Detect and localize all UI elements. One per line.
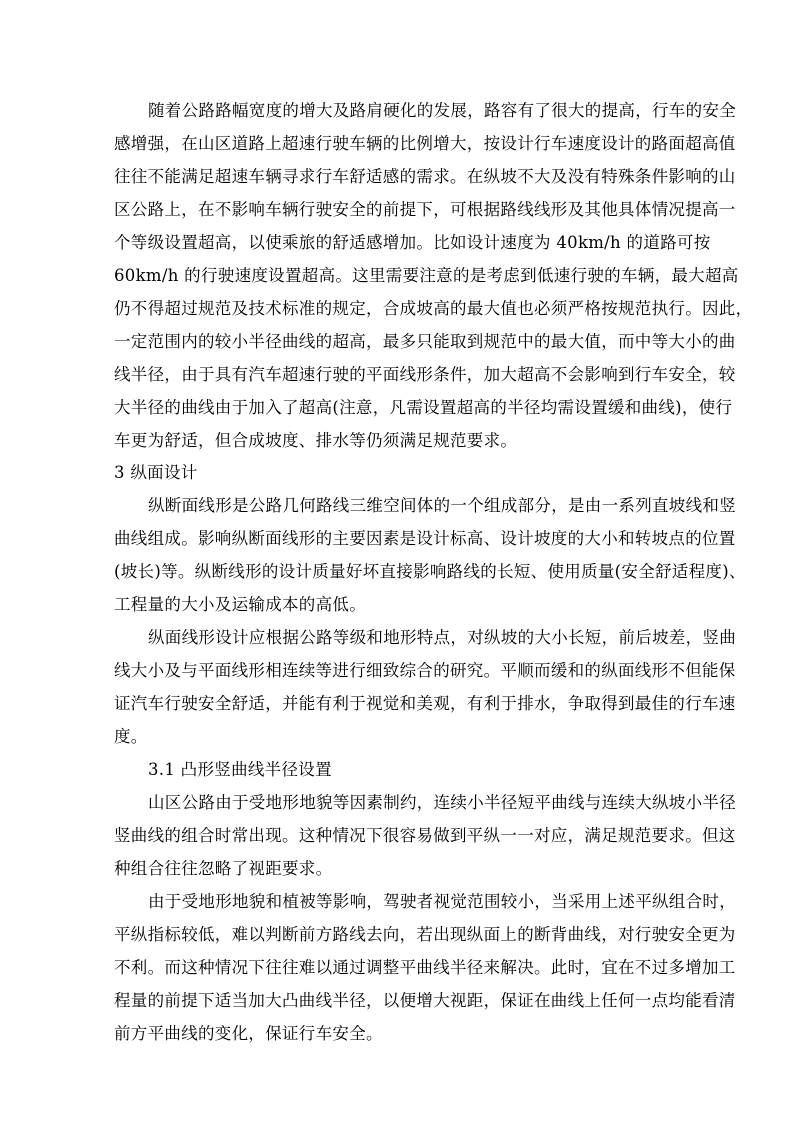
paragraph-line: 车更为舒适，但合成坡度、排水等仍须满足规范要求。 (114, 431, 518, 450)
section-heading: 3 纵面设计 (114, 463, 198, 482)
paragraph-line: 感增强，在山区道路上超速行驶车辆的比例增大，按设计行车速度设计的路面超高值 (114, 134, 736, 153)
paragraph-line: (坡长)等。纵断线形的设计质量好坏直接影响路线的长短、使用质量(安全舒适程度)、 (114, 562, 746, 581)
paragraph-line: 区公路上，在不影响车辆行驶安全的前提下，可根据路线线形及其他具体情况提高一 (114, 200, 736, 219)
paragraph-line: 大半径的曲线由于加入了超高(注意，凡需设置超高的半径均需设置缓和曲线)，使行 (114, 398, 733, 417)
paragraph-line: 往往不能满足超速车辆寻求行车舒适感的需求。在纵坡不大及没有特殊条件影响的山 (114, 167, 736, 186)
paragraph-line: 前方平曲线的变化，保证行车安全。 (114, 1024, 383, 1043)
paragraph-line: 纵面线形设计应根据公路等级和地形特点，对纵坡的大小长短，前后坡差，竖曲 (148, 628, 736, 647)
paragraph-line: 工程量的大小及运输成本的高低。 (114, 595, 366, 614)
paragraph-line: 随着公路路幅宽度的增大及路肩硬化的发展，路容有了很大的提高，行车的安全 (148, 101, 736, 120)
paragraph-line: 纵断面线形是公路几何路线三维空间体的一个组成部分，是由一系列直坡线和竖 (148, 496, 736, 515)
paragraph-line: 证汽车行驶安全舒适，并能有利于视觉和美观，有利于排水，争取得到最佳的行车速 (114, 694, 736, 713)
paragraph-line: 平纵指标较低，难以判断前方路线去向，若出现纵面上的断背曲线，对行驶安全更为 (114, 925, 736, 944)
paragraph-line: 仍不得超过规范及技术标准的规定，合成坡高的最大值也必须严格按规范执行。因此， (114, 299, 753, 318)
paragraph-line: 种组合往往忽略了视距要求。 (114, 859, 333, 878)
subsection-heading: 3.1 凸形竖曲线半径设置 (148, 760, 332, 779)
paragraph-line: 个等级设置超高，以使乘旅的舒适感增加。比如设计速度为 40km/h 的道路可按 (114, 233, 711, 252)
paragraph-line: 曲线组成。影响纵断面线形的主要因素是设计标高、设计坡度的大小和转坡点的位置 (114, 529, 736, 548)
paragraph-line: 不利。而这种情况下往往难以通过调整平曲线半径来解决。此时，宜在不过多增加工 (114, 958, 736, 977)
paragraph-line: 线大小及与平面线形相连续等进行细致综合的研究。平顺而缓和的纵面线形不但能保 (114, 661, 736, 680)
paragraph-line: 山区公路由于受地形地貌等因素制约，连续小半径短平曲线与连续大纵坡小半径 (148, 793, 736, 812)
paragraph-line: 程量的前提下适当加大凸曲线半径，以便增大视距，保证在曲线上任何一点均能看清 (114, 991, 736, 1010)
paragraph-line: 一定范围内的较小半径曲线的超高，最多只能取到规范中的最大值，而中等大小的曲 (114, 332, 736, 351)
paragraph-line: 由于受地形地貌和植被等影响，驾驶者视觉范围较小，当采用上述平纵组合时， (148, 892, 736, 911)
paragraph-line: 度。 (114, 727, 148, 746)
paragraph-line: 竖曲线的组合时常出现。这种情况下很容易做到平纵一一对应，满足规范要求。但这 (114, 826, 736, 845)
paragraph-line: 60km/h 的行驶速度设置超高。这里需要注意的是考虑到低速行驶的车辆，最大超高 (114, 266, 739, 285)
paragraph-line: 线半径，由于具有汽车超速行驶的平面线形条件，加大超高不会影响到行车安全，较 (114, 365, 736, 384)
